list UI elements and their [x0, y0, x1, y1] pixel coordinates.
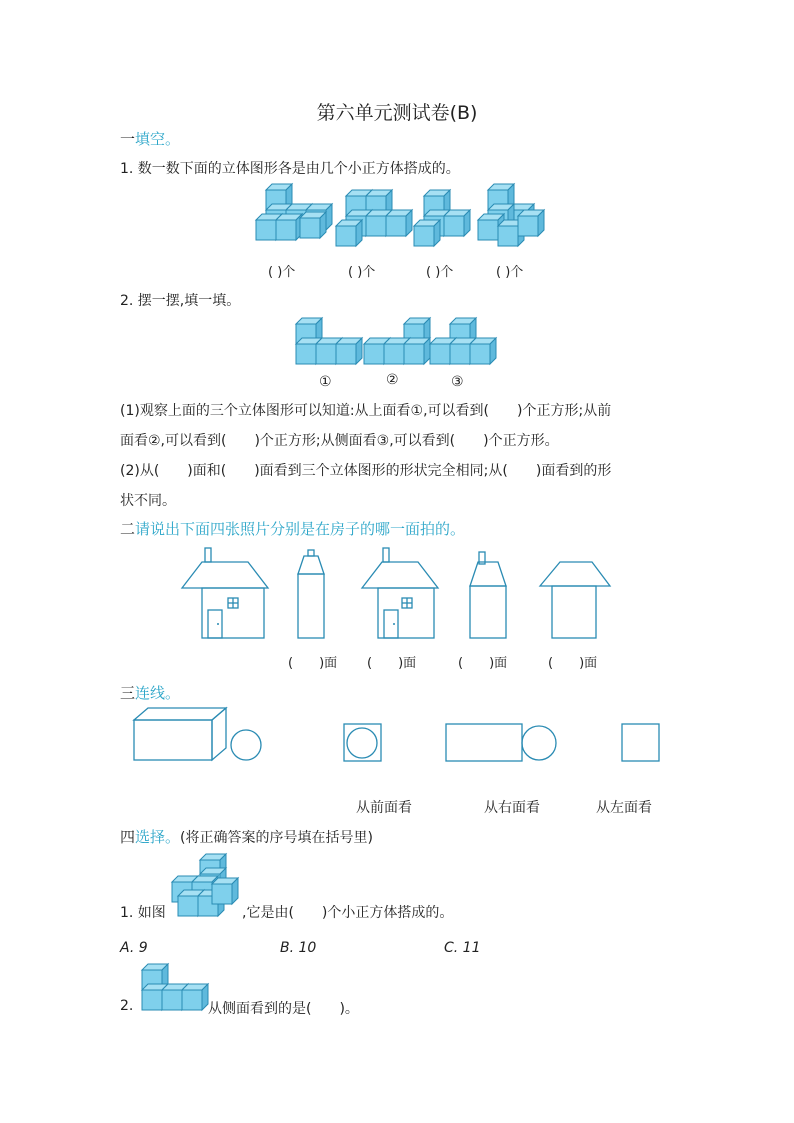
section-2-heading — [120, 518, 465, 539]
house-view-blank-2[interactable]: ( )面 — [367, 656, 417, 671]
q2-part2-line2: 状不同。 — [120, 493, 176, 509]
cube-figure-c — [430, 318, 496, 364]
view-option-square-circle[interactable] — [344, 724, 381, 761]
choice-1-prefix: 1. 如图 — [120, 905, 166, 921]
cube-figures-row-2 — [294, 318, 514, 378]
section-4-note: (将正确答案的序号填在括号里) — [180, 830, 373, 846]
choice-2-prefix: 2. — [120, 998, 134, 1014]
page-title: 第六单元测试卷(B) — [316, 102, 478, 124]
cube-figure-b — [364, 318, 430, 364]
choice-2-question: 从侧面看到的是( )。 — [208, 1001, 359, 1017]
view-label-right[interactable]: 从右面看 — [484, 800, 540, 816]
house-view-blank-1[interactable]: ( )面 — [288, 656, 338, 671]
house-views — [180, 546, 640, 646]
section-1-text: 填空。 — [135, 130, 181, 148]
section-4-number: 四 — [120, 828, 136, 846]
cube-figure-2 — [336, 190, 412, 246]
cube-figures-row-1 — [256, 184, 556, 254]
view-option-rect-circle[interactable] — [446, 724, 556, 761]
section-3-heading — [120, 682, 180, 703]
q2-part1-line2: 面看②,可以看到( )个正方形;从侧面看③,可以看到( )个正方形。 — [120, 433, 559, 449]
q2-part2-line1: (2)从( )面和( )面看到三个立体图形的形状完全相同;从( )面看到的形 — [120, 463, 612, 479]
house-front-view-1 — [182, 548, 268, 638]
house-view-blank-4[interactable]: ( )面 — [548, 656, 598, 671]
cube-figure-a — [296, 318, 362, 364]
matching-shapes — [130, 706, 670, 766]
choice-1-cube-figure — [172, 854, 242, 918]
house-front-view-2 — [362, 548, 438, 638]
cube-figure-4 — [478, 184, 544, 246]
section-2-text: 请说出下面四张照片分别是在房子的哪一面拍的。 — [135, 520, 466, 538]
house-view-blank-3[interactable]: ( )面 — [458, 656, 508, 671]
house-side-view-1 — [298, 550, 324, 638]
view-label-left[interactable]: 从左面看 — [596, 800, 652, 816]
section-1-heading — [120, 128, 180, 149]
choice-1-option-b[interactable]: B. 10 — [280, 940, 317, 956]
view-label-front[interactable]: 从前面看 — [356, 800, 412, 816]
q2-part1-line1: (1)观察上面的三个立体图形可以知道:从上面看①,可以看到( )个正方形;从前 — [120, 403, 612, 419]
section-1-number: 一 — [120, 130, 136, 148]
choice-1-option-c[interactable]: C. 11 — [444, 940, 481, 956]
section-2-number: 二 — [120, 520, 136, 538]
cuboid-and-sphere — [134, 708, 261, 760]
house-side-view-2 — [470, 552, 506, 638]
choice-2-cube-figure — [140, 964, 210, 1014]
section-4-heading — [120, 826, 373, 847]
cube-figure-1 — [256, 184, 332, 240]
choice-1-question: ,它是由( )个小正方体搭成的。 — [242, 905, 454, 921]
cube-count-blank-2[interactable]: ( )个 — [348, 265, 376, 280]
cube-count-blank-4[interactable]: ( )个 — [496, 265, 524, 280]
figure-label-3: ③ — [451, 374, 464, 390]
section-4-text: 选择。 — [135, 828, 181, 846]
choice-1-option-a[interactable]: A. 9 — [120, 940, 148, 956]
question-2-prompt: 2. 摆一摆,填一填。 — [120, 293, 241, 309]
cube-figure-3 — [414, 190, 470, 246]
figure-label-1: ① — [319, 374, 332, 390]
question-1-prompt: 1. 数一数下面的立体图形各是由几个小正方体搭成的。 — [120, 161, 460, 177]
cube-count-blank-3[interactable]: ( )个 — [426, 265, 454, 280]
view-option-square[interactable] — [622, 724, 659, 761]
house-back-view — [540, 562, 610, 638]
section-3-text: 连线。 — [135, 684, 181, 702]
figure-label-2: ② — [386, 372, 399, 388]
section-3-number: 三 — [120, 684, 136, 702]
cube-count-blank-1[interactable]: ( )个 — [268, 265, 296, 280]
